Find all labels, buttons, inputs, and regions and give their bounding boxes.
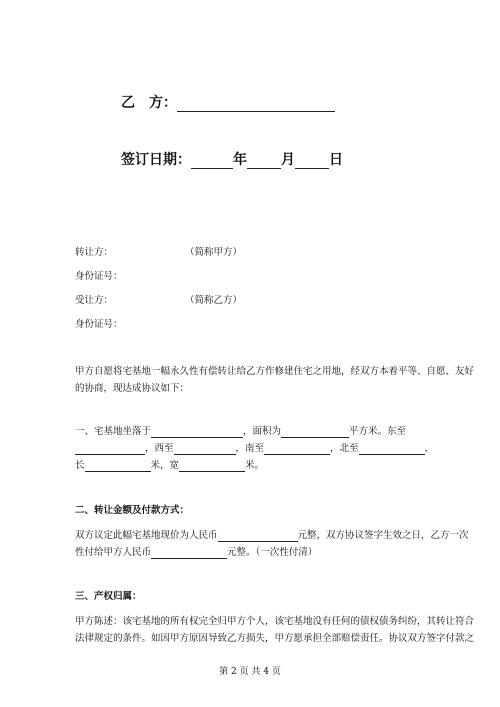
- signing-date-line: [121, 149, 343, 169]
- area-text: ，面积为: [243, 426, 282, 437]
- section3-line-1: 甲方陈述：该宅基地的所有权完全归甲方个人，该宅基地没有任何的债权债务纠纷，其转让符合: [75, 616, 475, 627]
- section2-line-2: [75, 544, 317, 559]
- month-label: 月: [281, 152, 295, 168]
- transferee-id-label: 身份证号：: [75, 319, 123, 330]
- south-blank: [264, 443, 330, 455]
- price-text-b: 元整，双方协议签字生效之日，乙方一次: [297, 530, 469, 541]
- meter-end-text: 米。: [245, 460, 265, 471]
- day-label: 日: [329, 152, 343, 168]
- section2-heading: 二、转让金额及付款方式：: [75, 505, 190, 516]
- payment-text-b: 元整。（一次性付清）: [227, 547, 318, 558]
- month-blank: [247, 152, 281, 169]
- section2-line-1: [75, 527, 469, 542]
- meter-width-text: 米，宽: [150, 460, 180, 471]
- price-text-a: 双方议定此幅宅基地现价为人民币: [75, 530, 218, 541]
- party-b-line: [121, 92, 335, 112]
- south-text: ，南至: [235, 443, 265, 454]
- signing-date-label: 签订日期：: [121, 152, 191, 168]
- east-blank: [75, 443, 145, 455]
- payment-blank: [151, 547, 227, 559]
- sqm-east-text: 平方米。东至: [349, 426, 407, 437]
- north-text: ，北至: [330, 443, 359, 454]
- year-blank: [191, 152, 233, 169]
- party-b-label: 乙 方：: [121, 95, 177, 111]
- length-blank: [85, 460, 151, 472]
- length-text: 长: [75, 460, 85, 471]
- transferor-label: 转让方：: [75, 247, 114, 258]
- section1-line-3: [75, 457, 264, 472]
- section1-line-2: [75, 440, 434, 455]
- west-blank: [174, 443, 236, 455]
- payment-text-a: 性付给甲方人民币: [75, 547, 152, 558]
- location-blank: [151, 426, 243, 438]
- area-blank: [281, 426, 349, 438]
- section1-line-1: [75, 423, 406, 438]
- transferee-note: （简称乙方）: [185, 295, 243, 306]
- north-blank: [359, 443, 425, 455]
- transferor-id-label: 身份证号：: [75, 271, 123, 282]
- end-punct: ，: [424, 443, 435, 454]
- preamble-line-1: 甲方自愿将宅基地一幅永久性有偿转让给乙方作修建住宅之用地，经双方本着平等、自愿、友好: [75, 366, 475, 377]
- page-number: 第 2 页 共 4 页: [219, 667, 281, 677]
- transferee-label: 受让方：: [75, 295, 114, 306]
- preamble-line-2: 的协商，现达成协议如下：: [75, 383, 190, 394]
- width-blank: [179, 460, 245, 472]
- section3-line-2: 法律规定的条件。如因甲方原因导致乙方损失，甲方愿承担全部赔偿责任。协议双方签字付款之: [75, 633, 475, 644]
- party-b-blank: [177, 95, 335, 112]
- year-label: 年: [233, 152, 247, 168]
- location-prefix: 一、宅基地坐落于: [75, 426, 152, 437]
- section3-heading: 三、产权归属：: [75, 591, 142, 602]
- price-blank: [218, 530, 298, 542]
- west-text: ，西至: [145, 443, 174, 454]
- transferor-note: （简称甲方）: [185, 247, 243, 258]
- day-blank: [295, 152, 329, 169]
